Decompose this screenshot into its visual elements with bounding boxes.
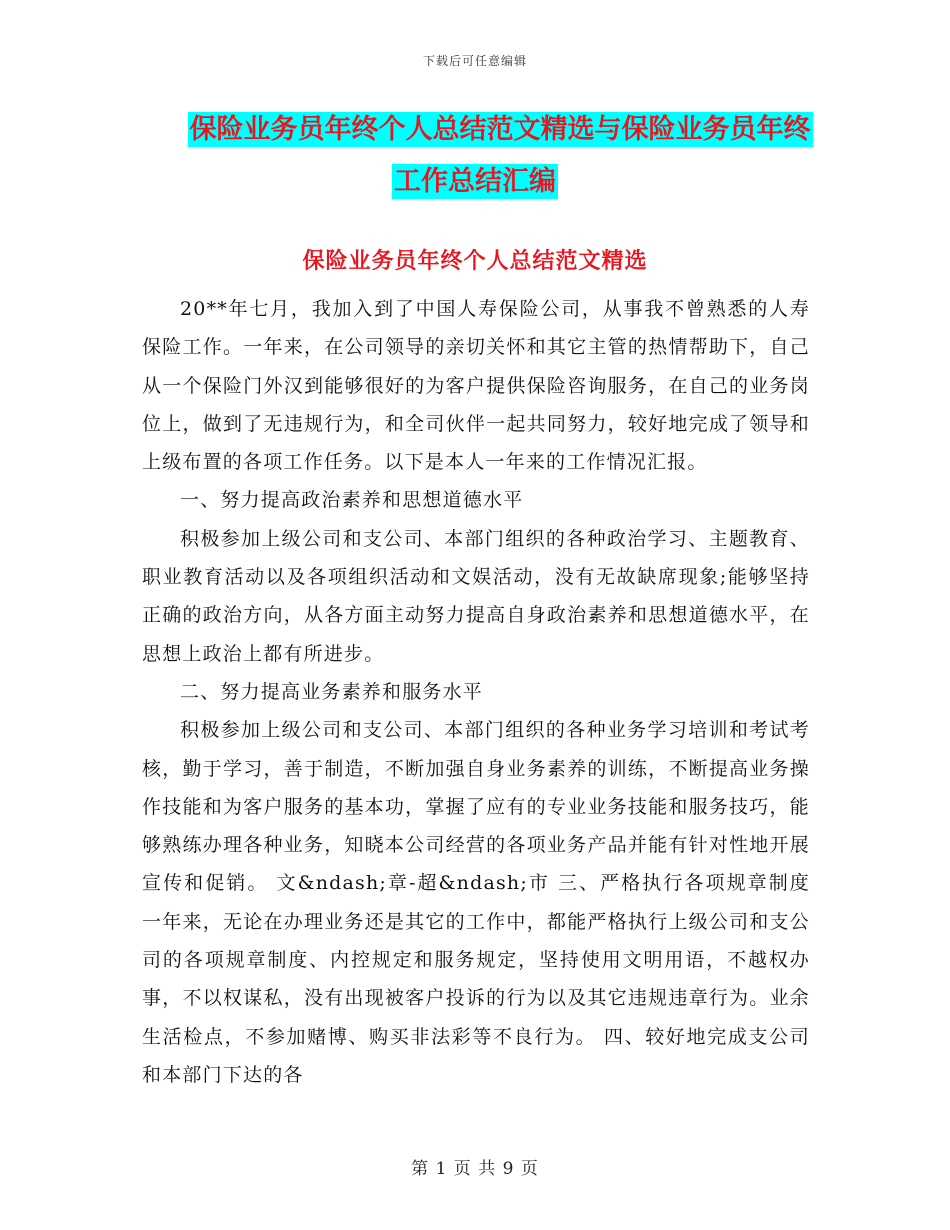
document-title-line1: 保险业务员年终个人总结范文精选与保险业务员年终 [189, 114, 811, 145]
paragraph-intro: 20**年七月，我加入到了中国人寿保险公司，从事我不曾熟悉的人寿保险工作。一年来，在公司领导的亲切关怀和其它主管的热情帮助下，自己从一个保险门外汉到能够很好的为客户提供保险咨询服务，在自己的业务岗位上，做到了无违规行为，和全司伙伴一起共同努力，较好地完成了领导和上级布置的各项工作任务。以下是本人一年来的工作情况汇报。 [142, 298, 810, 474]
document-title [0, 104, 950, 208]
document-title-line2: 工作总结汇编 [394, 166, 556, 197]
document-body [142, 290, 810, 1094]
section-title: 保险业务员年终个人总结范文精选 [302, 249, 648, 274]
paragraph-political: 积极参加上级公司和支公司、本部门组织的各种政治学习、主题教育、职业教育活动以及各项组织活动和文娱活动，没有无故缺席现象;能够坚持正确的政治方向，从各方面主动努力提高自身政治素养和思想道德水平，在思想上政治上都有所进步。 [142, 527, 810, 665]
heading-political: 一、努力提高政治素养和思想道德水平 [180, 489, 524, 512]
paragraph-business: 积极参加上级公司和支公司、本部门组织的各种业务学习培训和考试考核，勤于学习，善于制造，不断加强自身业务素养的训练，不断提高业务操作技能和为客户服务的基本功，掌握了应有的专业业务技能和服务技巧，能够熟练办理各种业务，知晓本公司经营的各项业务产品并能有针对性地开展宣传和促销。 文&ndash;章-超&ndash;市 三、严格执行各项规章制度 一年来，无论在办理业务还是其它的工作中，都能严格执行上级公司和支公司的各项规章制度、内控规定和服务规定，坚持使用文明用语，不越权办事，不以权谋私，没有出现被客户投诉的行为以及其它违规违章行为。业余生活检点，不参加赌博、购买非法彩等不良行为。 四、较好地完成支公司和本部门下达的各 [142, 719, 810, 1086]
heading-business: 二、努力提高业务素养和服务水平 [180, 680, 484, 703]
header-note: 下载后可任意编辑 [422, 54, 527, 68]
page-footer: 第 1 页 共 9 页 [411, 1159, 539, 1179]
